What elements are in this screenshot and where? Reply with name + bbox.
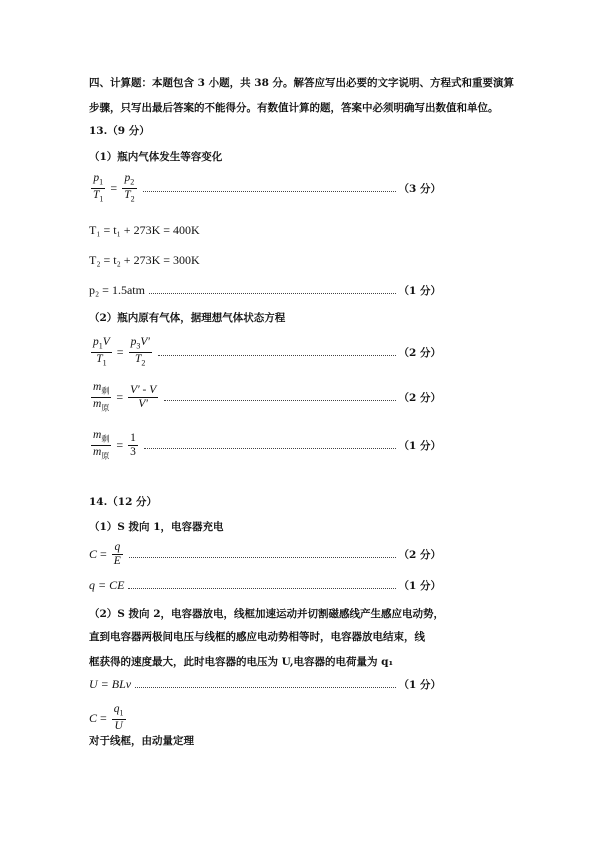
q13-title: 13.（9 分） [89,125,150,137]
leader-dots [143,190,396,192]
q13-eq4-formula: p₂ = 1.5atm [89,283,145,297]
q14-eq2-formula: q = CE [89,578,125,592]
leader-dots [135,686,395,688]
q13-part1-heading: （1）瓶内气体发生等容变化 [89,151,223,163]
q14-eq1-formula: C = $\frac{q}{E}$ [89,541,121,567]
q13-eq4-score: （1 分） [398,285,441,297]
q13-eq4-row [89,283,441,298]
q13-eq3: T₂ = t₂ + 273K = 300K [89,253,200,267]
q14-title: 14.（12 分） [89,496,158,508]
leader-dots [149,292,396,294]
q13-eq7-score: （1 分） [398,440,441,453]
q14-eq3-row [89,677,441,692]
q14-part2-line3: 框获得的速度最大，此时电容器的电压为 U,电容器的电荷量为 q₁ [89,656,394,668]
section-intro-line2: 步骤，只写出最后答案的不能得分。有数值计算的题，答案中必须明确写出数值和单位。 [89,102,499,114]
q14-eq1-row [89,541,441,568]
q13-part2-heading: （2）瓶内原有气体，据理想气体状态方程 [89,312,286,324]
q14-eq3-score: （1 分） [398,679,441,691]
q14-momentum-note: 对于线框，由动量定理 [89,735,194,747]
q13-eq1-formula: $\frac{p_1}{T_1}$ = $\frac{p_2}{T_2}$ [93,172,135,204]
q13-eq1-score: （3 分） [398,183,441,196]
q13-eq6-row [89,381,441,415]
q13-eq5-score: （2 分） [398,347,441,360]
q14-part2-line2: 直到电容器两极间电压与线框的感应电动势相等时，电容器放电结束，线 [89,631,425,643]
q13-eq5-row [89,336,441,370]
leader-dots [158,354,396,356]
q14-eq3-formula: U = BLv [89,677,132,691]
q13-eq2: T₁ = t₁ + 273K = 400K [89,223,200,237]
q13-eq6-formula: $\frac{m_剩}{m_原}$ = $\frac{V' - V}{V'}$ [93,381,157,413]
q13-eq6-score: （2 分） [398,392,441,405]
q13-eq5-formula: $\frac{p_1V}{T_1}$ = $\frac{p_3V'}{T_2}$ [93,336,150,368]
leader-dots [128,587,395,589]
section-intro-line1: 四、计算题：本题包含 3 小题，共 38 分。解答应写出必要的文字说明、方程式和重要演算 [89,77,515,89]
q14-part2-line1: （2）S 拨向 2，电容器放电，线框加速运动并切割磁感线产生感应电动势， [89,608,445,620]
leader-dots [129,556,396,558]
q14-eq4-row [89,703,128,733]
q13-eq1-row [89,172,441,206]
q13-eq7-formula: $\frac{m_剩}{m_原}$ = $\frac{1}{3}$ [93,429,136,461]
leader-dots [144,447,396,449]
q13-eq7-row [89,429,441,463]
q14-eq2-score: （1 分） [398,580,441,592]
q14-part1-heading: （1）S 拨向 1，电容器充电 [89,521,224,533]
leader-dots [164,399,395,401]
q14-eq2-row [89,578,441,593]
q14-eq1-score: （2 分） [398,549,441,561]
q14-eq4-formula: C = $\frac{q_1}{U}$ [89,703,124,733]
